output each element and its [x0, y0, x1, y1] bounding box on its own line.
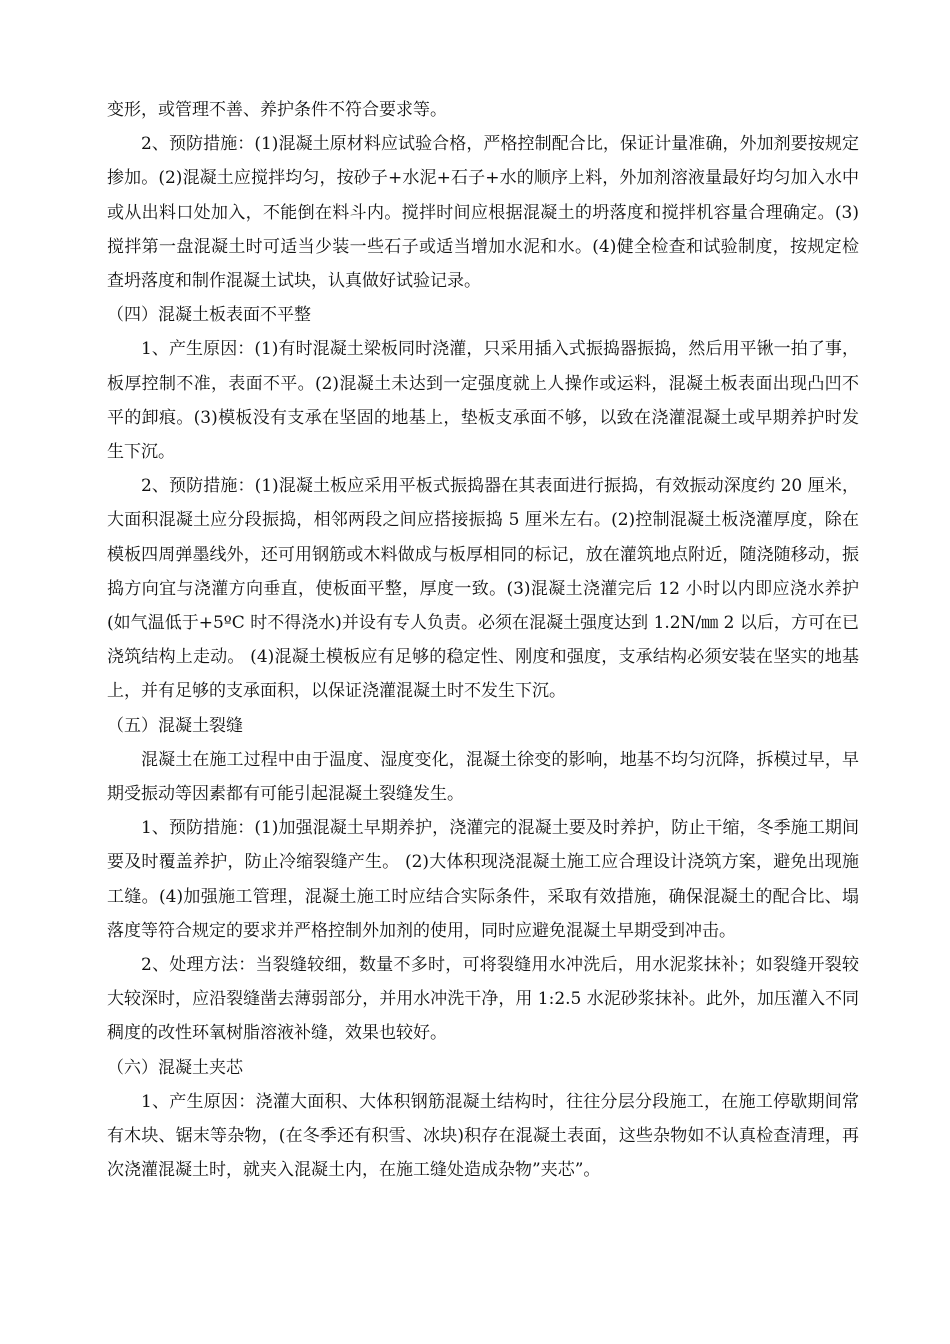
paragraph-prevention-cracks: 1、预防措施：(1)加强混凝土早期养护，浇灌完的混凝土要及时养护，防止干缩，冬季施工期间要及时覆盖养护，防止冷缩裂缝产生。 (2)大体积现浇混凝土施工应合理设计浇筑方案，避免出现施工缝。(4)加强施工管理，混凝土施工时应结合实际条件，采取有效措施，确保混凝土的配合比、塌落度等符合规定的要求并严格控制外加剂的使用，同时应避免混凝土早期受到冲击。: [107, 818, 859, 941]
paragraph-cracks-intro: 混凝土在施工过程中由于温度、湿度变化，混凝土徐变的影响，地基不均匀沉降，拆模过早，早期受振动等因素都有可能引起混凝土裂缝发生。: [107, 749, 859, 805]
section-heading-inclusions: （六）混凝土夹芯: [107, 1057, 243, 1078]
paragraph-prevention-measures: 2、预防措施：(1)混凝土原材料应试验合格，严格控制配合比，保证计量准确，外加剂要按规定掺加。(2)混凝土应搅拌均匀，按砂子+水泥+石子+水的顺序上料，外加剂溶液量最好均匀加入水中或从出料口处加入，不能倒在料斗内。搅拌时间应根据混凝土的坍落度和搅拌机容量合理确定。(3)搅拌第一盘混凝土时可适当少装一些石子或适当增加水泥和水。(4)健全检查和试验制度，按规定检查坍落度和制作混凝土试块，认真做好试验记录。: [107, 134, 859, 292]
paragraph-causes-inclusions: 1、产生原因：浇灌大面积、大体积钢筋混凝土结构时，往往分层分段施工，在施工停歇期间常有木块、锯末等杂物，(在冬季还有积雪、冰块)积存在混凝土表面，这些杂物如不认真检查清理，再次浇灌混凝土时，就夹入混凝土内，在施工缝处造成杂物”夹芯”。: [107, 1091, 859, 1181]
paragraph-treatment-cracks: 2、处理方法：当裂缝较细，数量不多时，可将裂缝用水冲洗后，用水泥浆抹补；如裂缝开裂较大较深时，应沿裂缝凿去薄弱部分，并用水冲洗干净，用 1:2.5 水泥砂浆抹补。此外，加压灌入不同稠度的改性环氧树脂溶液补缝，效果也较好。: [107, 955, 859, 1044]
document-page: [107, 93, 859, 1188]
paragraph-causes-uneven: 1、产生原因：(1)有时混凝土梁板同时浇灌，只采用插入式振捣器振捣，然后用平锹一拍了事，板厚控制不准，表面不平。(2)混凝土未达到一定强度就上人操作或运料，混凝土板表面出现凸凹不平的卸痕。(3)模板没有支承在坚固的地基上，垫板支承面不够，以致在浇灌混凝土或早期养护时发生下沉。: [107, 339, 859, 463]
paragraph-continuation: 变形，或管理不善、养护条件不符合要求等。: [107, 100, 447, 120]
section-heading-uneven-surface: （四）混凝土板表面不平整: [107, 305, 311, 326]
section-heading-cracks: （五）混凝土裂缝: [107, 715, 243, 736]
paragraph-prevention-uneven: 2、预防措施：(1)混凝土板应采用平板式振捣器在其表面进行振捣，有效振动深度约 20 厘米，大面积混凝土应分段振捣，相邻两段之间应搭接振捣 5 厘米左右。(2)控制混凝土板浇灌厚度，除在模板四周弹墨线外，还可用钢筋或木料做成与板厚相同的标记，放在灌筑地点附近，随浇随移动，振捣方向宜与浇灌方向垂直，使板面平整，厚度一致。(3)混凝土浇灌完后 12 小时以内即应浇水养护 (如气温低于+5ºC 时不得浇水)并设有专人负责。必须在混凝土强度达到 1.2N/㎜ 2 以后，方可在已浇筑结构上走动。 (4)混凝土模板应有足够的稳定性、刚度和强度，支承结构必须安装在坚实的地基上，并有足够的支承面积，以保证浇灌混凝土时不发生下沉。: [107, 476, 859, 702]
